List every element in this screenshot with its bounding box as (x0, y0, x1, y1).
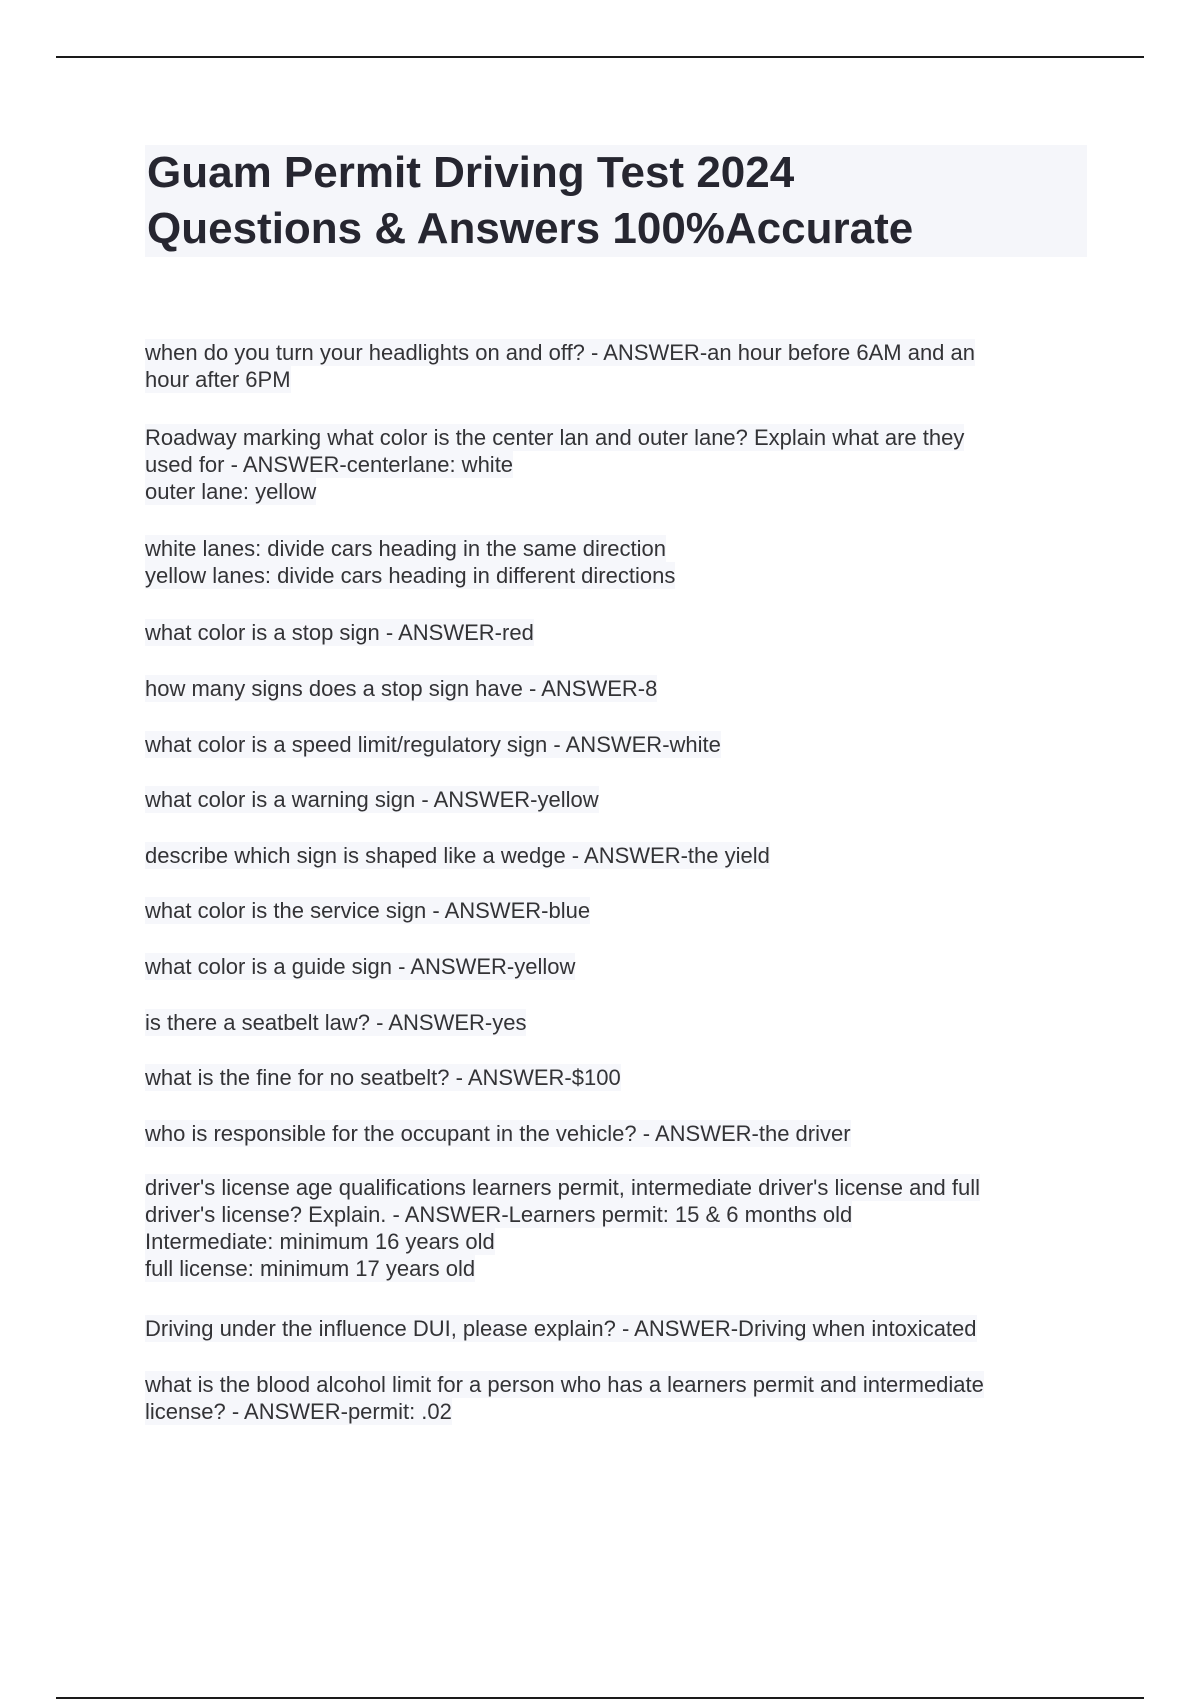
qa-line: what color is a guide sign - ANSWER-yellow (145, 954, 576, 979)
qa-line: who is responsible for the occupant in the vehicle? - ANSWER-the driver (145, 1121, 851, 1146)
qa-line: outer lane: yellow (145, 479, 317, 504)
qa-line: license? - ANSWER-permit: .02 (145, 1399, 452, 1424)
qa-line: full license: minimum 17 years old (145, 1256, 476, 1281)
qa-item (145, 786, 1087, 813)
qa-line: describe which sign is shaped like a wedge - ANSWER-the yield (145, 843, 770, 868)
qa-item (145, 1120, 1087, 1147)
qa-item (145, 842, 1087, 869)
qa-line: used for - ANSWER-centerlane: white (145, 452, 514, 477)
document-title (145, 145, 1087, 257)
qa-item (145, 897, 1087, 924)
qa-line: Intermediate: minimum 16 years old (145, 1229, 495, 1254)
qa-line: hour after 6PM (145, 367, 291, 392)
qa-item (145, 424, 1087, 505)
qa-item (145, 1315, 1087, 1342)
qa-line: white lanes: divide cars heading in the same direction (145, 536, 666, 561)
qa-item (145, 731, 1087, 758)
qa-line: driver's license age qualifications learners permit, intermediate driver's license and full (145, 1175, 981, 1200)
qa-item (145, 1371, 1087, 1425)
qa-item (145, 339, 1087, 393)
qa-line: Roadway marking what color is the center lan and outer lane? Explain what are they (145, 425, 965, 450)
title-line-1: Guam Permit Driving Test 2024 (147, 148, 795, 197)
qa-line: how many signs does a stop sign have - ANSWER-8 (145, 676, 658, 701)
qa-line: Driving under the influence DUI, please explain? - ANSWER-Driving when intoxicated (145, 1316, 977, 1341)
qa-line: what color is a warning sign - ANSWER-yellow (145, 787, 599, 812)
qa-line: what color is the service sign - ANSWER-blue (145, 898, 591, 923)
qa-line: what is the fine for no seatbelt? - ANSWER-$100 (145, 1065, 621, 1090)
qa-item (145, 619, 1087, 646)
qa-line: what color is a stop sign - ANSWER-red (145, 620, 534, 645)
bottom-rule (56, 1697, 1144, 1699)
qa-item (145, 535, 1087, 589)
qa-item (145, 675, 1087, 702)
qa-line: is there a seatbelt law? - ANSWER-yes (145, 1010, 527, 1035)
qa-item (145, 1174, 1087, 1282)
qa-line: yellow lanes: divide cars heading in different directions (145, 563, 676, 588)
qa-item (145, 1009, 1087, 1036)
qa-item (145, 953, 1087, 980)
title-line-2: Questions & Answers 100%Accurate (147, 204, 914, 253)
top-rule (56, 56, 1144, 58)
qa-item (145, 1064, 1087, 1091)
qa-line: when do you turn your headlights on and off? - ANSWER-an hour before 6AM and an (145, 340, 975, 365)
qa-line: what is the blood alcohol limit for a person who has a learners permit and intermediate (145, 1372, 984, 1397)
qa-line: driver's license? Explain. - ANSWER-Learners permit: 15 & 6 months old (145, 1202, 853, 1227)
qa-line: what color is a speed limit/regulatory sign - ANSWER-white (145, 732, 721, 757)
